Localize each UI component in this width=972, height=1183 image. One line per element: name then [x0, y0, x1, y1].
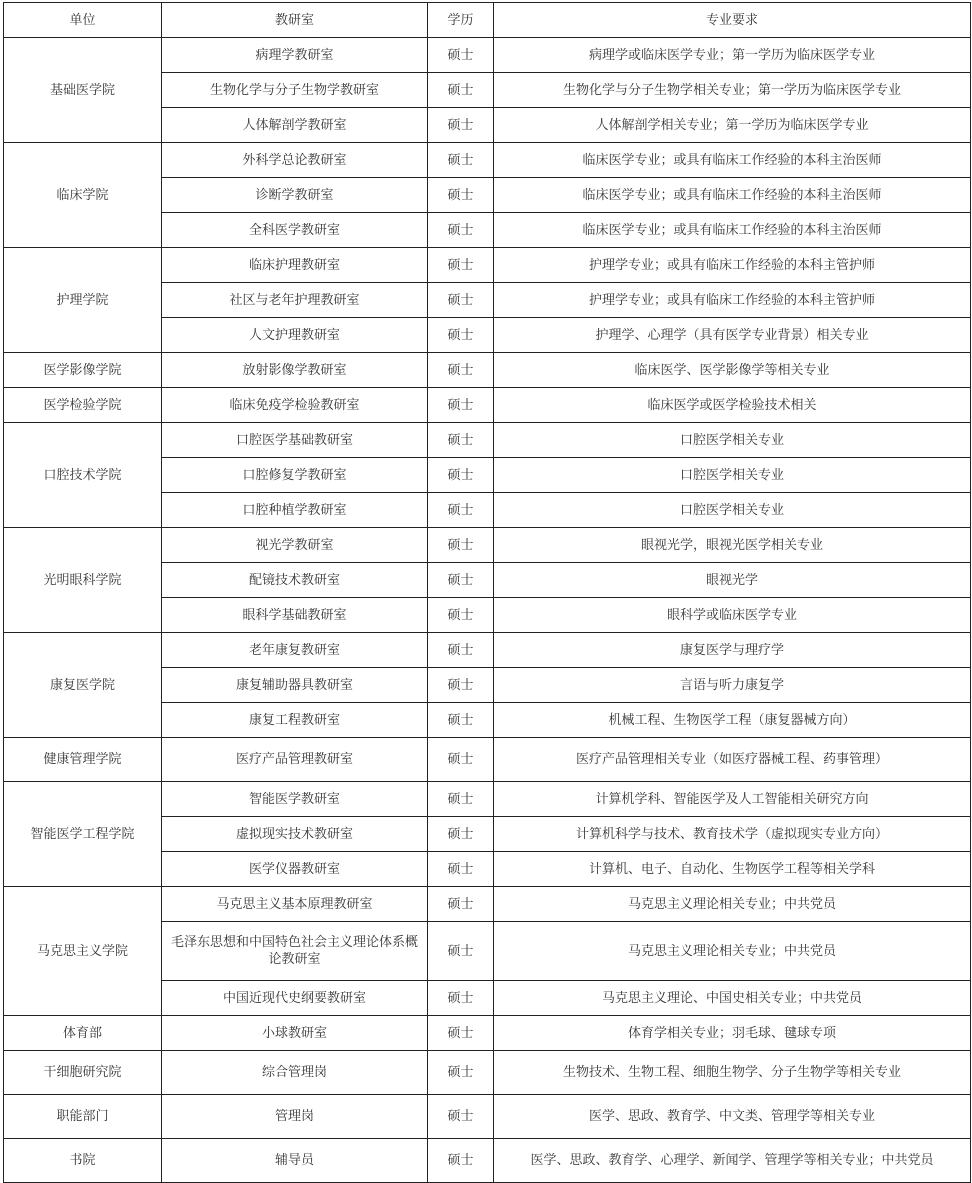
- cell-office: 外科学总论教研室: [162, 143, 428, 178]
- cell-requirement: 计算机、电子、自动化、生物医学工程等相关学科: [494, 852, 971, 887]
- cell-office: 辅导员: [162, 1139, 428, 1183]
- cell-degree: 硕士: [428, 782, 494, 817]
- cell-office: 管理岗: [162, 1095, 428, 1139]
- cell-degree: 硕士: [428, 1016, 494, 1051]
- cell-requirement: 医学、思政、教育学、心理学、新闻学、管理学等相关专业；中共党员: [494, 1139, 971, 1183]
- cell-unit: 医学影像学院: [4, 353, 162, 388]
- cell-degree: 硕士: [428, 703, 494, 738]
- cell-degree: 硕士: [428, 73, 494, 108]
- table-row: [4, 388, 971, 423]
- cell-requirement: 生物技术、生物工程、细胞生物学、分子生物学等相关专业: [494, 1051, 971, 1095]
- cell-degree: 硕士: [428, 213, 494, 248]
- cell-requirement: 马克思主义理论、中国史相关专业；中共党员: [494, 981, 971, 1016]
- cell-requirement: 马克思主义理论相关专业；中共党员: [494, 922, 971, 981]
- cell-requirement: 生物化学与分子生物学相关专业；第一学历为临床医学专业: [494, 73, 971, 108]
- table-row: [4, 887, 971, 922]
- cell-unit: 马克思主义学院: [4, 887, 162, 1016]
- header-unit: 单位: [4, 3, 162, 38]
- cell-requirement: 护理学、心理学（具有医学专业背景）相关专业: [494, 318, 971, 353]
- cell-office: 虚拟现实技术教研室: [162, 817, 428, 852]
- cell-requirement: 临床医学或医学检验技术相关: [494, 388, 971, 423]
- table-row: [4, 38, 971, 73]
- cell-office: 人文护理教研室: [162, 318, 428, 353]
- cell-requirement: 临床医学专业；或具有临床工作经验的本科主治医师: [494, 178, 971, 213]
- header-office: 教研室: [162, 3, 428, 38]
- cell-requirement: 临床医学专业；或具有临床工作经验的本科主治医师: [494, 213, 971, 248]
- cell-requirement: 体育学相关专业；羽毛球、毽球专项: [494, 1016, 971, 1051]
- cell-degree: 硕士: [428, 318, 494, 353]
- cell-degree: 硕士: [428, 143, 494, 178]
- cell-requirement: 眼视光学，眼视光医学相关专业: [494, 528, 971, 563]
- cell-office: 智能医学教研室: [162, 782, 428, 817]
- cell-unit: 光明眼科学院: [4, 528, 162, 633]
- cell-requirement: 计算机学科、智能医学及人工智能相关研究方向: [494, 782, 971, 817]
- cell-office: 视光学教研室: [162, 528, 428, 563]
- header-requirement: 专业要求: [494, 3, 971, 38]
- cell-office: 全科医学教研室: [162, 213, 428, 248]
- cell-requirement: 康复医学与理疗学: [494, 633, 971, 668]
- cell-unit: 护理学院: [4, 248, 162, 353]
- table-row: [4, 1051, 971, 1095]
- cell-requirement: 眼视光学: [494, 563, 971, 598]
- cell-degree: 硕士: [428, 388, 494, 423]
- table-row: [4, 353, 971, 388]
- cell-office: 口腔修复学教研室: [162, 458, 428, 493]
- cell-office: 生物化学与分子生物学教研室: [162, 73, 428, 108]
- cell-requirement: 机械工程、生物医学工程（康复器械方向）: [494, 703, 971, 738]
- cell-office: 毛泽东思想和中国特色社会主义理论体系概论教研室: [162, 922, 428, 981]
- cell-unit: 智能医学工程学院: [4, 782, 162, 887]
- cell-office: 老年康复教研室: [162, 633, 428, 668]
- cell-office: 社区与老年护理教研室: [162, 283, 428, 318]
- cell-degree: 硕士: [428, 981, 494, 1016]
- cell-requirement: 临床医学专业；或具有临床工作经验的本科主治医师: [494, 143, 971, 178]
- cell-office: 马克思主义基本原理教研室: [162, 887, 428, 922]
- cell-requirement: 护理学专业；或具有临床工作经验的本科主管护师: [494, 248, 971, 283]
- cell-degree: 硕士: [428, 1139, 494, 1183]
- cell-office: 人体解剖学教研室: [162, 108, 428, 143]
- cell-degree: 硕士: [428, 668, 494, 703]
- cell-degree: 硕士: [428, 922, 494, 981]
- cell-requirement: 病理学或临床医学专业；第一学历为临床医学专业: [494, 38, 971, 73]
- cell-office: 康复辅助器具教研室: [162, 668, 428, 703]
- cell-degree: 硕士: [428, 563, 494, 598]
- cell-degree: 硕士: [428, 528, 494, 563]
- table-row: [4, 1095, 971, 1139]
- cell-requirement: 医疗产品管理相关专业（如医疗器械工程、药事管理）: [494, 738, 971, 782]
- cell-unit: 基础医学院: [4, 38, 162, 143]
- cell-requirement: 眼科学或临床医学专业: [494, 598, 971, 633]
- cell-office: 中国近现代史纲要教研室: [162, 981, 428, 1016]
- cell-office: 配镜技术教研室: [162, 563, 428, 598]
- cell-degree: 硕士: [428, 458, 494, 493]
- cell-unit: 体育部: [4, 1016, 162, 1051]
- table-row: [4, 633, 971, 668]
- cell-requirement: 口腔医学相关专业: [494, 493, 971, 528]
- cell-degree: 硕士: [428, 633, 494, 668]
- cell-degree: 硕士: [428, 248, 494, 283]
- cell-degree: 硕士: [428, 423, 494, 458]
- header-row: [4, 3, 971, 38]
- cell-requirement: 马克思主义理论相关专业；中共党员: [494, 887, 971, 922]
- cell-requirement: 人体解剖学相关专业；第一学历为临床医学专业: [494, 108, 971, 143]
- recruitment-table: [3, 2, 971, 1183]
- cell-office: 康复工程教研室: [162, 703, 428, 738]
- cell-office: 放射影像学教研室: [162, 353, 428, 388]
- cell-requirement: 临床医学、医学影像学等相关专业: [494, 353, 971, 388]
- table-row: [4, 738, 971, 782]
- cell-requirement: 计算机科学与技术、教育技术学（虚拟现实专业方向）: [494, 817, 971, 852]
- cell-office: 临床免疫学检验教研室: [162, 388, 428, 423]
- cell-office: 眼科学基础教研室: [162, 598, 428, 633]
- table-row: [4, 423, 971, 458]
- table-row: [4, 143, 971, 178]
- cell-degree: 硕士: [428, 1095, 494, 1139]
- cell-unit: 口腔技术学院: [4, 423, 162, 528]
- cell-degree: 硕士: [428, 108, 494, 143]
- cell-requirement: 口腔医学相关专业: [494, 458, 971, 493]
- cell-unit: 干细胞研究院: [4, 1051, 162, 1095]
- cell-office: 小球教研室: [162, 1016, 428, 1051]
- cell-degree: 硕士: [428, 598, 494, 633]
- cell-requirement: 口腔医学相关专业: [494, 423, 971, 458]
- cell-office: 口腔医学基础教研室: [162, 423, 428, 458]
- cell-office: 口腔种植学教研室: [162, 493, 428, 528]
- cell-degree: 硕士: [428, 852, 494, 887]
- table-header: [4, 3, 971, 38]
- table-row: [4, 1016, 971, 1051]
- cell-office: 医学仪器教研室: [162, 852, 428, 887]
- cell-degree: 硕士: [428, 283, 494, 318]
- cell-degree: 硕士: [428, 38, 494, 73]
- cell-requirement: 言语与听力康复学: [494, 668, 971, 703]
- table-body: [4, 38, 971, 1183]
- cell-requirement: 医学、思政、教育学、中文类、管理学等相关专业: [494, 1095, 971, 1139]
- cell-office: 病理学教研室: [162, 38, 428, 73]
- cell-degree: 硕士: [428, 353, 494, 388]
- cell-unit: 健康管理学院: [4, 738, 162, 782]
- table-row: [4, 528, 971, 563]
- cell-degree: 硕士: [428, 178, 494, 213]
- cell-unit: 康复医学院: [4, 633, 162, 738]
- table-row: [4, 248, 971, 283]
- table-row: [4, 1139, 971, 1183]
- cell-office: 诊断学教研室: [162, 178, 428, 213]
- header-degree: 学历: [428, 3, 494, 38]
- cell-unit: 医学检验学院: [4, 388, 162, 423]
- cell-degree: 硕士: [428, 1051, 494, 1095]
- cell-degree: 硕士: [428, 493, 494, 528]
- cell-degree: 硕士: [428, 887, 494, 922]
- table-row: [4, 782, 971, 817]
- cell-unit: 临床学院: [4, 143, 162, 248]
- cell-unit: 书院: [4, 1139, 162, 1183]
- cell-office: 临床护理教研室: [162, 248, 428, 283]
- cell-office: 综合管理岗: [162, 1051, 428, 1095]
- cell-requirement: 护理学专业；或具有临床工作经验的本科主管护师: [494, 283, 971, 318]
- cell-unit: 职能部门: [4, 1095, 162, 1139]
- cell-degree: 硕士: [428, 817, 494, 852]
- cell-degree: 硕士: [428, 738, 494, 782]
- cell-office: 医疗产品管理教研室: [162, 738, 428, 782]
